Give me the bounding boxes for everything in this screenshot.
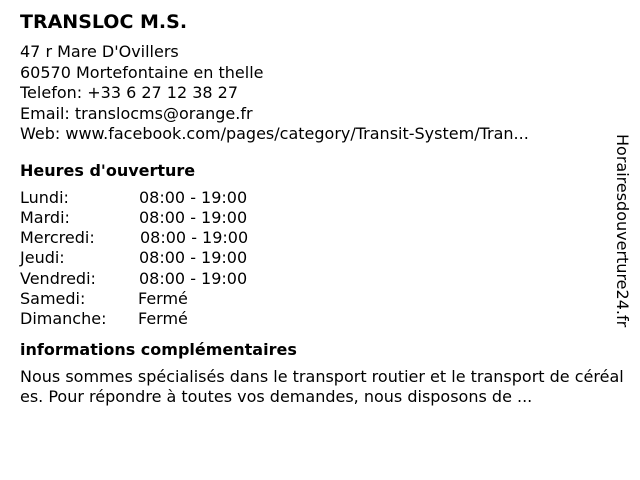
additional-info-text: Nous sommes spécialisés dans le transport routier et le transport de céréales. Pour répondre à toutes vos demandes, nous disposons de ...	[20, 366, 624, 407]
hours-value: 08:00 - 19:00	[140, 228, 249, 248]
city-address: 60570 Mortefontaine en thelle	[20, 62, 264, 82]
hours-row-friday	[20, 269, 248, 289]
day-label: Lundi:	[20, 187, 69, 207]
site-watermark: Horairesdouverture24.fr	[613, 134, 632, 328]
contact-details	[20, 42, 612, 145]
hours-row-saturday	[20, 289, 248, 309]
opening-hours-table	[20, 188, 248, 330]
hours-value: 08:00 - 19:00	[139, 248, 248, 268]
day-label: Vendredi:	[20, 268, 96, 288]
hours-value: Fermé	[138, 309, 188, 329]
hours-row-wednesday	[20, 228, 248, 248]
hours-row-thursday	[20, 248, 248, 268]
company-name: TRANSLOC M.S.	[20, 11, 188, 33]
hours-value: 08:00 - 19:00	[139, 268, 248, 288]
hours-value: 08:00 - 19:00	[139, 207, 248, 227]
day-label: Samedi:	[20, 288, 86, 308]
email-address: Email: translocms@orange.fr	[20, 103, 253, 123]
website-url: Web: www.facebook.com/pages/category/Transit-System/Tran...	[20, 124, 529, 143]
hours-row-sunday	[20, 309, 248, 329]
day-label: Jeudi:	[20, 248, 65, 268]
hours-value: Fermé	[138, 288, 188, 308]
day-label: Mercredi:	[20, 228, 95, 248]
opening-hours-heading: Heures d'ouverture	[20, 160, 196, 180]
hours-row-monday	[20, 188, 248, 208]
hours-row-tuesday	[20, 208, 248, 228]
day-label: Dimanche:	[20, 309, 107, 329]
day-label: Mardi:	[20, 207, 70, 227]
hours-value: 08:00 - 19:00	[139, 187, 248, 207]
street-address: 47 r Mare D'Ovillers	[20, 42, 179, 61]
additional-info-heading: informations complémentaires	[20, 339, 297, 359]
phone-number: Telefon: +33 6 27 12 38 27	[20, 83, 239, 102]
